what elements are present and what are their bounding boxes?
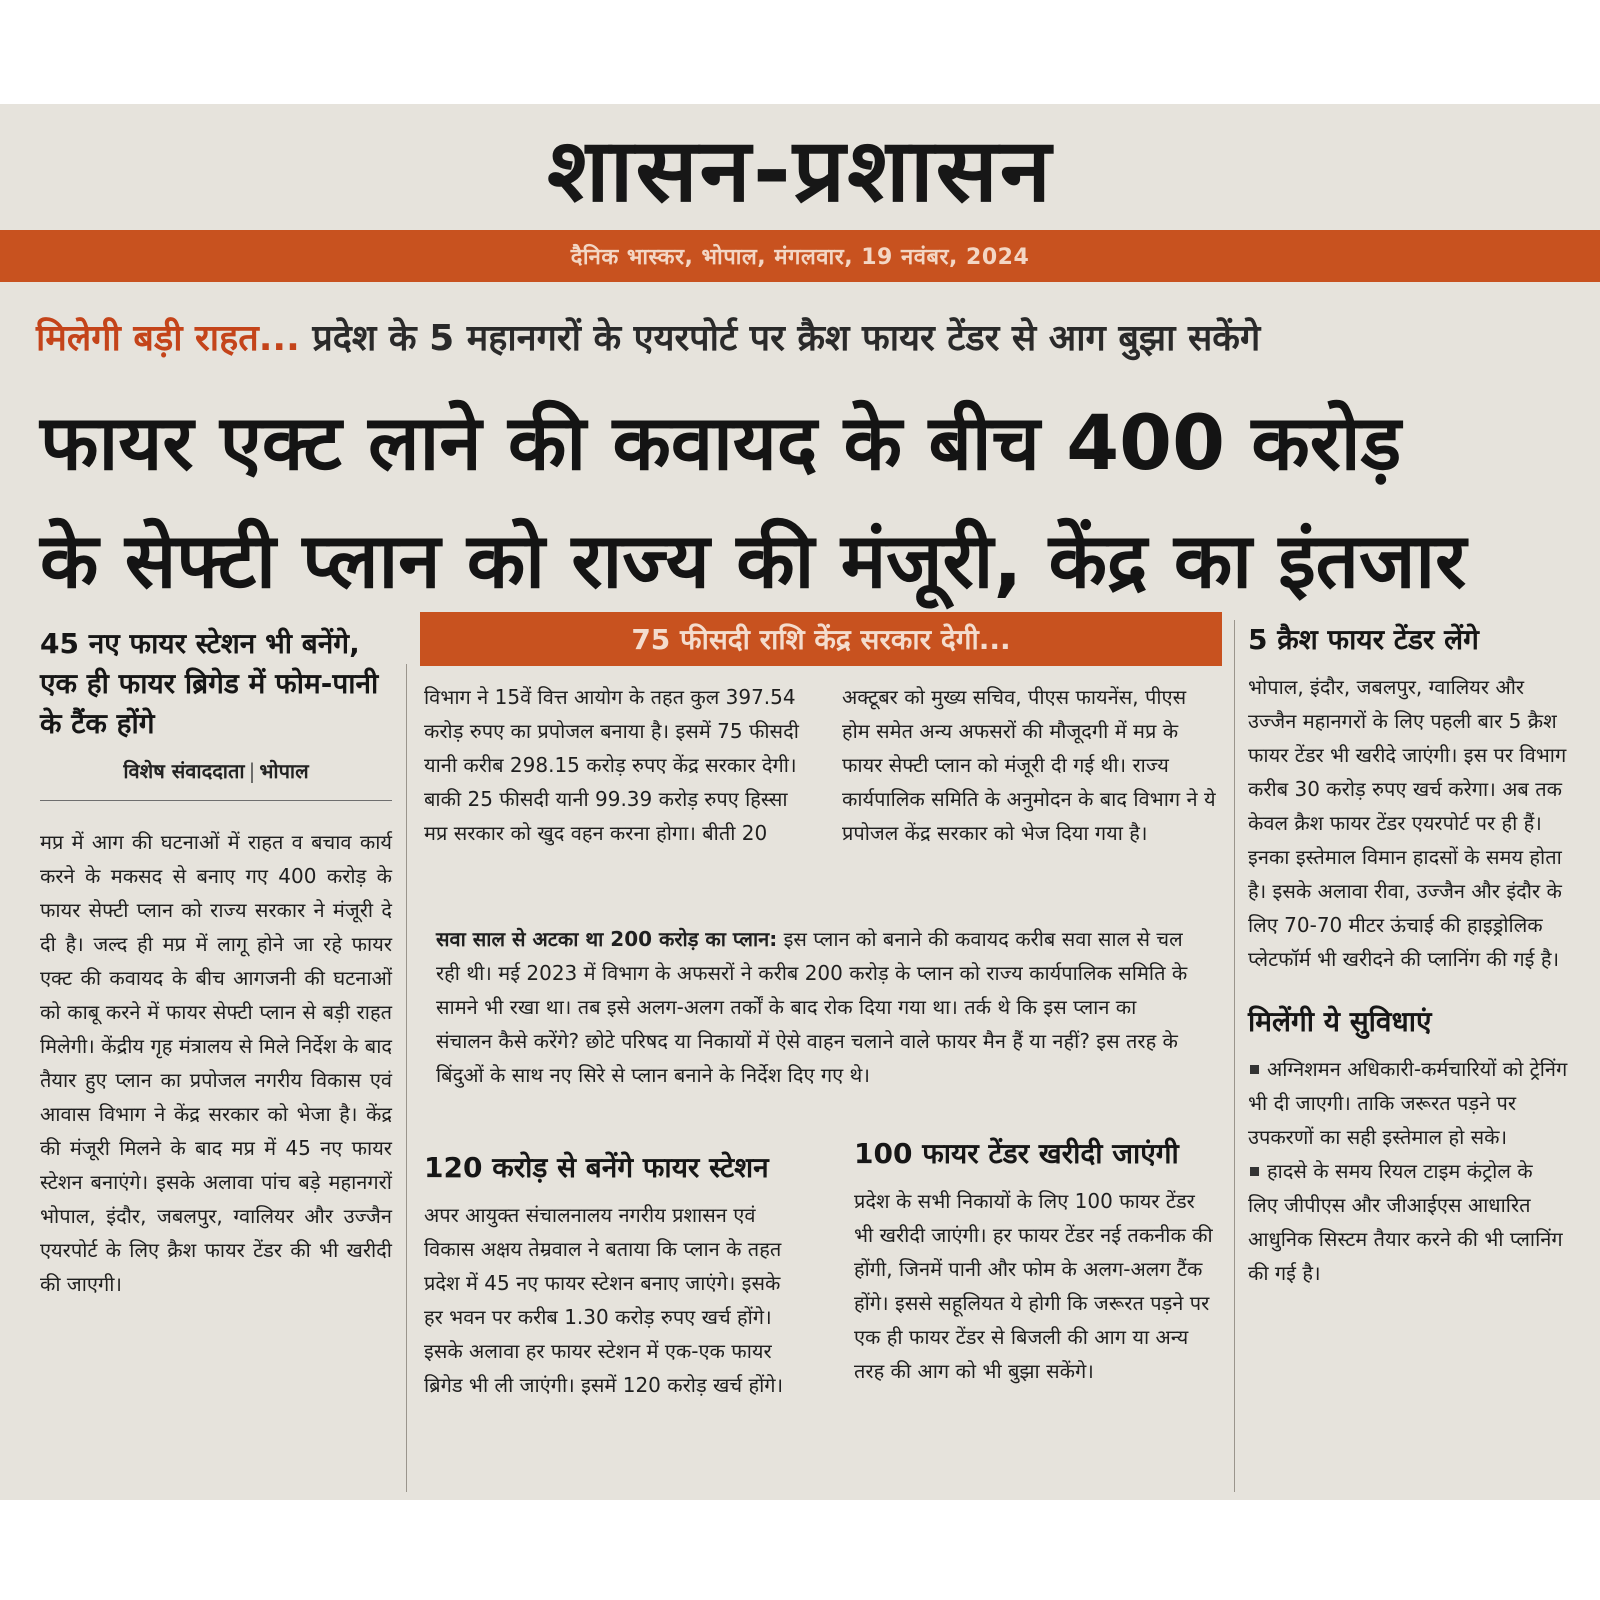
kicker-line (36, 310, 1576, 368)
center-band-label: 75 फीसदी राशि केंद्र सरकार देगी... (631, 623, 1011, 656)
byline-place: भोपाल (259, 759, 309, 783)
stations-text: अपर आयुक्त संचालनालय नगरीय प्रशासन एवं विकास अक्षय तेम्रवाल ने बताया कि प्लान के तहत प्रदेश में 45 नए फायर स्टेशन बनाए जाएंगे। इसके हर भवन पर करीब 1.30 करोड़ रुपए खर्च होंगे। इसके अलावा हर फायर स्टेशन में एक-एक फायर ब्रिगेड भी ली जाएंगी। इसमें 120 करोड़ खर्च होंगे। (424, 1203, 784, 1397)
center-band (420, 612, 1222, 666)
facilities-head: मिलेंगी ये सुविधाएं (1248, 1005, 1432, 1038)
byline-name: विशेष संवाददाता (123, 759, 245, 783)
byline (40, 754, 392, 801)
column-divider-left (406, 664, 407, 1492)
section-title: शासन-प्रशासन (547, 119, 1053, 222)
kicker-lead: मिलेगी बड़ी राहत... (36, 318, 300, 359)
facility-bullet-1 (1248, 1052, 1568, 1154)
mid-text: इस प्लान को बनाने की कवायद करीब सवा साल से चल रही थी। मई 2023 में विभाग के अफसरों ने करीब 200 करोड़ के प्लान को राज्य कार्यपालिक समिति के सामने भी रखा था। तब इसे अलग-अलग तर्कों के बाद रोक दिया गया था। तर्क थे कि इस प्लान का संचालन कैसे करेंगे? छोटे परिषद या निकायों में ऐसे वाहन चलाने वाले फायर मैन हैं या नहीं? इस तरह के बिंदुओं के साथ नए सिरे से प्लान बनाने के निर्देश दिए गए थे। (436, 927, 1188, 1087)
left-body-text: मप्र में आग की घटनाओं में राहत व बचाव कार्य करने के मकसद से बनाए गए 400 करोड़ के फायर सेफ्टी प्लान को राज्य सरकार ने मंजूरी दे दी है। जल्द ही मप्र में लागू होने जा रहे फायर एक्ट की कवायद के बीच आगजनी की घटनाओं को काबू करने में फायर सेफ्टी प्लान से बड़ी राहत मिलेगी। केंद्रीय गृह मंत्रालय से मिले निर्देश के बाद तैयार हुए प्लान का प्रपोजल नगरीय विकास एवं आवास विभाग ने केंद्र सरकार को भेजा है। केंद्र की मंजूरी मिलने के बाद मप्र में 45 नए फायर स्टेशन बनाएंगे। इसके अलावा पांच बड़े महानगरों भोपाल, इंदौर, जबलपुर, ग्वालियर और उज्जैन एयरपोर्ट के लिए क्रैश फायर टेंडर की भी खरीदी की जाएगी। (40, 830, 392, 1296)
newspaper-page (0, 104, 1600, 1500)
stations-column (424, 1148, 804, 1402)
facility-bullet-1-text: अग्निशमन अधिकारी-कर्मचारियों को ट्रेनिंग भी दी जाएगी। ताकि जरूरत पड़ने पर उपकरणों का सही इस्तेमाल हो सके। (1248, 1057, 1568, 1149)
stations-head: 120 करोड़ से बनेंगे फायर स्टेशन (424, 1151, 769, 1184)
tenders-head: 100 फायर टेंडर खरीदी जाएंगी (854, 1137, 1179, 1170)
main-headline (40, 384, 1560, 620)
headline-line-2: के सेफ्टी प्लान को राज्य की मंजूरी, केंद्र का इंतजार (40, 516, 1467, 605)
center-mid-block (436, 922, 1196, 1092)
tenders-text: प्रदेश के सभी निकायों के लिए 100 फायर टेंडर भी खरीदी जाएंगी। हर फायर टेंडर नई तकनीक की होंगी, जिनमें पानी और फोम के अलग-अलग टैंक होंगे। इससे सहूलियत ये होगी कि जरूरत पड़ने पर एक ही फायर टेंडर से बिजली की आग या अन्य तरह की आग को भी बुझा सकेंगे। (854, 1189, 1213, 1383)
headline-line-1: फायर एक्ट लाने की कवायद के बीच 400 करोड़ (40, 398, 1402, 487)
center-column-b (842, 680, 1220, 850)
center-text-a: विभाग ने 15वें वित्त आयोग के तहत कुल 397.54 करोड़ रुपए का प्रपोजल बनाया है। इसमें 75 फीसदी यानी करीब 298.15 करोड़ रुपए केंद्र सरकार देगी। बाकी 25 फीसदी यानी 99.39 करोड़ रुपए हिस्सा मप्र सरकार को खुद वहन करना होगा। बीती 20 (424, 685, 799, 845)
center-column-a (424, 680, 804, 850)
dateline: दैनिक भास्कर, भोपाल, मंगलवार, 19 नवंबर, 2024 (570, 245, 1030, 270)
left-column (40, 624, 392, 1301)
facility-bullet-2 (1248, 1154, 1568, 1290)
dateline-band (0, 230, 1600, 282)
center-text-b: अक्टूबर को मुख्य सचिव, पीएस फायनेंस, पीएस होम समेत अन्य अफसरों की मौजूदगी में मप्र के फायर सेफ्टी प्लान को मंजूरी दी गई थी। राज्य कार्यपालिक समिति के अनुमोदन के बाद विभाग ने ये प्रपोजल केंद्र सरकार को भेज दिया गया है। (842, 685, 1216, 845)
bullet-square-icon (1250, 1167, 1259, 1176)
tenders-column (854, 1134, 1214, 1388)
right-column (1248, 620, 1568, 1290)
bullet-square-icon (1250, 1065, 1259, 1074)
crash-text: भोपाल, इंदौर, जबलपुर, ग्वालियर और उज्जैन महानगरों के लिए पहली बार 5 क्रैश फायर टेंडर भी खरीदे जाएंगी। इस पर विभाग करीब 30 करोड़ रुपए खर्च करेगा। अब तक केवल क्रैश फायर टेंडर एयरपोर्ट पर ही हैं। इनका इस्तेमाल विमान हादसों के समय होता है। इसके अलावा रीवा, उज्जैन और इंदौर के लिए 70-70 मीटर ऊंचाई की हाइड्रोलिक प्लेटफॉर्म भी खरीदने की प्लानिंग की गई है। (1248, 675, 1567, 971)
crash-head: 5 क्रैश फायर टेंडर लेंगे (1248, 623, 1479, 656)
section-masthead (0, 112, 1600, 230)
byline-separator: | (248, 759, 256, 783)
facility-bullet-2-text: हादसे के समय रियल टाइम कंट्रोल के लिए जीपीएस और जीआईएस आधारित आधुनिक सिस्टम तैयार करने की भी प्लानिंग की गई है। (1248, 1159, 1563, 1285)
kicker-text: प्रदेश के 5 महानगरों के एयरपोर्ट पर क्रैश फायर टेंडर से आग बुझा सकेंगे (299, 318, 1261, 359)
left-subhead: 45 नए फायर स्टेशन भी बनेंगे, एक ही फायर ब्रिगेड में फोम-पानी के टैंक होंगे (40, 627, 379, 740)
column-divider-right (1234, 620, 1235, 1492)
mid-lead: सवा साल से अटका था 200 करोड़ का प्लान: (436, 927, 778, 951)
